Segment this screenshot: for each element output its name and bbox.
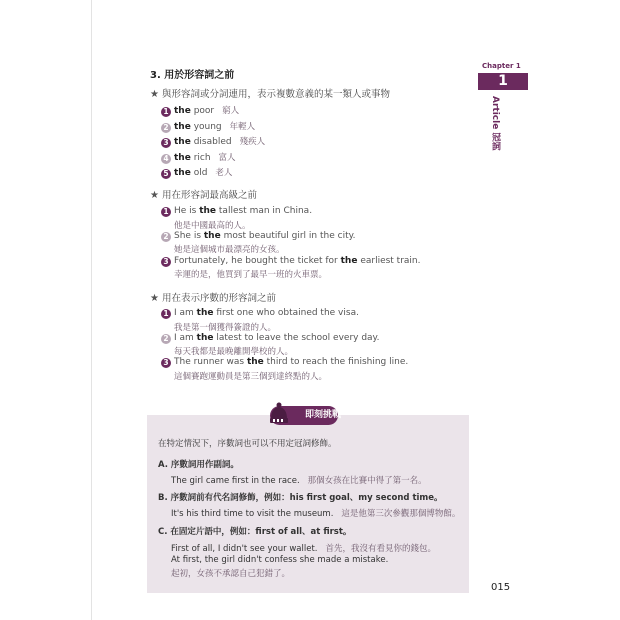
chapter-tab: 1 bbox=[478, 73, 528, 90]
list-item: 2 She is the most beautiful girl in the city. bbox=[161, 231, 356, 242]
chapter-title: Article 冠詞 bbox=[490, 96, 500, 151]
number-badge: 3 bbox=[161, 257, 171, 267]
list-item: 1 the poor 窮人 bbox=[161, 104, 239, 117]
bell-icon bbox=[268, 401, 290, 427]
list-item: 2 the young 年輕人 bbox=[161, 120, 255, 133]
list-item: 3 The runner was the third to reach the finishing line. bbox=[161, 357, 408, 368]
group-title: ★ 與形容詞或分詞連用，表示複數意義的某一類人或事物 bbox=[150, 89, 391, 100]
rule-b-heading: B. 序數詞前有代名詞修飾，例如：his first goal、my second time。 bbox=[158, 493, 443, 503]
list-item: 1 I am the first one who obtained the visa. bbox=[161, 308, 359, 319]
number-badge: 1 bbox=[161, 207, 171, 217]
page-number: 015 bbox=[491, 582, 511, 593]
translation: 每天我都是最晚離開學校的人。 bbox=[174, 347, 294, 357]
challenge-box bbox=[147, 415, 469, 593]
rule-a-example: The girl came first in the race. 那個女孩在比賽中得了第一名。 bbox=[171, 476, 427, 486]
rule-c-translation-2: 起初，女孩不承認自己犯錯了。 bbox=[171, 569, 291, 579]
translation: 她是這個城市最漂亮的女孩。 bbox=[174, 245, 285, 255]
translation: 這個賽跑運動員是第三個到達終點的人。 bbox=[174, 372, 328, 382]
number-badge: 3 bbox=[161, 138, 171, 148]
number-badge: 5 bbox=[161, 169, 171, 179]
page-fold bbox=[91, 0, 92, 620]
rule-c-example-2: At first, the girl didn't confess she made a mistake. bbox=[171, 555, 389, 565]
number-badge: 1 bbox=[161, 309, 171, 319]
number-badge: 2 bbox=[161, 232, 171, 242]
rule-a-heading: A. 序數詞用作副詞。 bbox=[158, 460, 239, 470]
number-badge: 2 bbox=[161, 123, 171, 133]
challenge-badge: 即刻挑戰 bbox=[270, 406, 338, 425]
list-item: 1 He is the tallest man in China. bbox=[161, 206, 312, 217]
rule-c-example-1: First of all, I didn't see your wallet. 首先，我沒有看見你的錢包。 bbox=[171, 544, 437, 554]
star-icon: ★ bbox=[150, 293, 159, 304]
chapter-label: Chapter 1 bbox=[482, 62, 521, 70]
rule-c-heading: C. 在固定片語中，例如：first of all、at first。 bbox=[158, 527, 352, 537]
rule-b-example: It's his third time to visit the museum. 這是他第三次參觀那個博物館。 bbox=[171, 509, 461, 519]
star-icon: ★ bbox=[150, 190, 159, 201]
list-item: 5 the old 老人 bbox=[161, 166, 232, 179]
list-item: 3 Fortunately, he bought the ticket for the earliest train. bbox=[161, 256, 421, 267]
number-badge: 2 bbox=[161, 334, 171, 344]
group-title: ★ 用在表示序數的形容詞之前 bbox=[150, 293, 277, 304]
translation: 我是第一個獲得簽證的人。 bbox=[174, 323, 277, 333]
challenge-intro: 在特定情況下，序數詞也可以不用定冠詞修飾。 bbox=[158, 439, 337, 449]
list-item: 3 the disabled 殘疾人 bbox=[161, 135, 265, 148]
group-title: ★ 用在形容詞最高級之前 bbox=[150, 190, 258, 201]
list-item: 4 the rich 富人 bbox=[161, 151, 236, 164]
number-badge: 1 bbox=[161, 107, 171, 117]
number-badge: 3 bbox=[161, 358, 171, 368]
section-heading: 3. 用於形容詞之前 bbox=[150, 70, 235, 81]
translation: 幸運的是，他買到了最早一班的火車票。 bbox=[174, 270, 328, 280]
translation: 他是中國最高的人。 bbox=[174, 221, 251, 231]
list-item: 2 I am the latest to leave the school every day. bbox=[161, 333, 379, 344]
number-badge: 4 bbox=[161, 154, 171, 164]
star-icon: ★ bbox=[150, 89, 159, 100]
